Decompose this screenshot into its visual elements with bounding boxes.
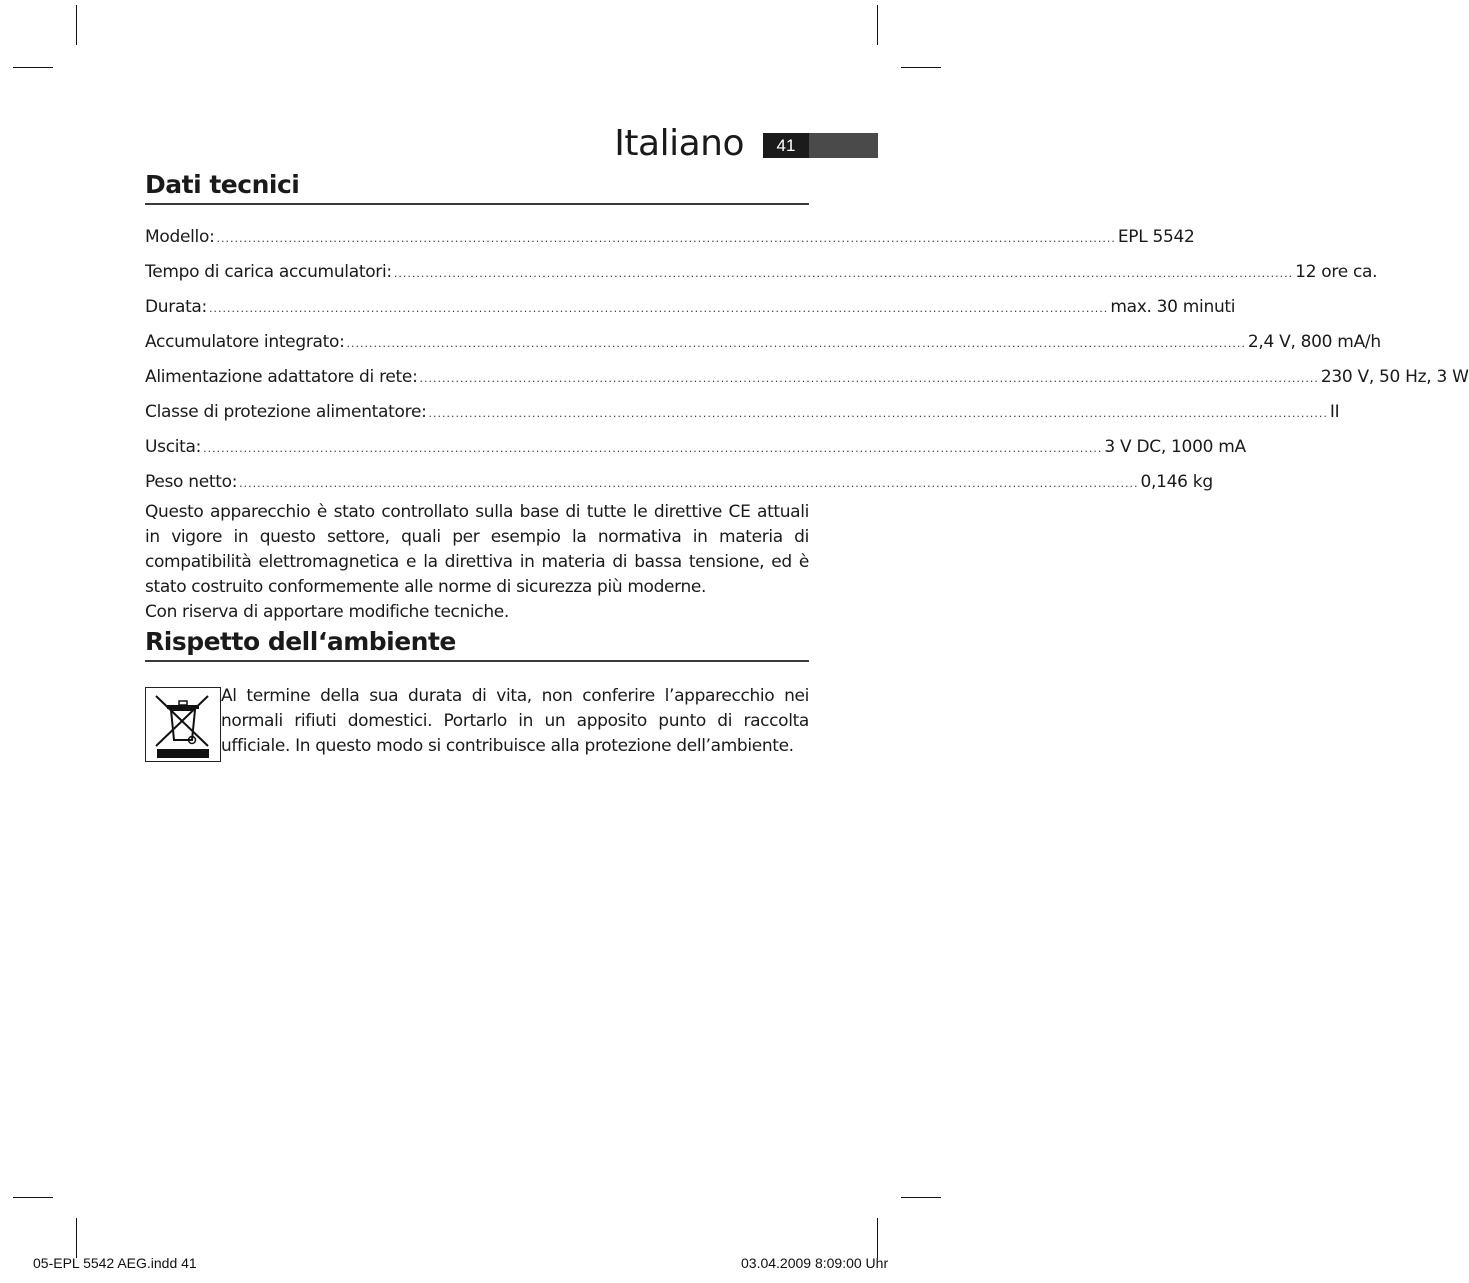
page-content xyxy=(145,168,1469,762)
compliance-paragraph: Questo apparecchio è stato controllato sulla base di tutte le direttive CE attuali in vigore in questo settore, quali per esempio la normativa in materia di compatibilità elettromagnetica e la direttiva in materia di bassa tensione, ed è stato costruito conformemente alle norme di sicurezza più moderne. xyxy=(145,502,809,597)
reserve-paragraph: Con riserva di apportare modifiche tecniche. xyxy=(145,602,509,622)
dot-leader: ........................................................................................................................................................................................................ xyxy=(203,442,1103,455)
spec-value: 0,146 kg xyxy=(1140,472,1213,492)
spec-row xyxy=(145,395,1340,430)
spec-label: Durata: xyxy=(145,297,207,317)
spec-list xyxy=(145,220,1469,500)
technical-data-title: Dati tecnici xyxy=(145,168,809,205)
header-bar xyxy=(809,133,878,158)
crop-mark xyxy=(877,5,878,45)
crop-mark xyxy=(901,1197,941,1198)
spec-value: 2,4 V, 800 mA/h xyxy=(1247,332,1381,352)
spec-row xyxy=(145,360,1469,395)
crop-mark xyxy=(76,5,77,45)
footer-timestamp: 03.04.2009 8:09:00 Uhr xyxy=(741,1255,889,1271)
spec-label: Modello: xyxy=(145,227,215,247)
spec-row xyxy=(145,220,1195,255)
language-title: Italiano xyxy=(614,123,744,164)
crop-mark xyxy=(76,1218,77,1258)
footer-file-label: 05-EPL 5542 AEG.indd 41 xyxy=(33,1255,197,1271)
crop-mark xyxy=(901,67,941,68)
spec-value: EPL 5542 xyxy=(1117,227,1195,247)
crop-mark xyxy=(13,67,53,68)
spec-value: II xyxy=(1329,402,1340,422)
spec-label: Tempo di carica accumulatori: xyxy=(145,262,392,282)
spec-label: Uscita: xyxy=(145,437,202,457)
weee-crossed-bin-icon xyxy=(145,687,221,762)
dot-leader: ........................................................................................................................................................................................................ xyxy=(393,267,1294,280)
spec-value: 12 ore ca. xyxy=(1295,262,1378,282)
spec-row xyxy=(145,465,1213,500)
crop-mark xyxy=(13,1197,53,1198)
dot-leader: ........................................................................................................................................................................................................ xyxy=(216,232,1116,245)
spec-label: Accumulatore integrato: xyxy=(145,332,345,352)
environment-title: Rispetto dell‘ambiente xyxy=(145,625,809,662)
page-number-badge: 41 xyxy=(763,133,809,158)
dot-leader: ........................................................................................................................................................................................................ xyxy=(346,337,1246,350)
spec-label: Classe di protezione alimentatore: xyxy=(145,402,427,422)
spec-value: 230 V, 50 Hz, 3 W xyxy=(1320,367,1469,387)
spec-value: max. 30 minuti xyxy=(1110,297,1236,317)
spec-row xyxy=(145,290,1236,325)
dot-leader: ........................................................................................................................................................................................................ xyxy=(239,477,1139,490)
spec-row xyxy=(145,255,1378,290)
environment-paragraph: Al termine della sua durata di vita, non conferire l’apparecchio nei normali rifiuti domestici. Portarlo in un apposito punto di raccolta ufficiale. In questo modo si contribuisce alla protezione dell’ambiente. xyxy=(221,686,809,756)
spec-label: Alimentazione adattatore di rete: xyxy=(145,367,418,387)
spec-row xyxy=(145,430,1246,465)
dot-leader: ........................................................................................................................................................................................................ xyxy=(208,302,1109,315)
spec-row xyxy=(145,325,1381,360)
spec-label: Peso netto: xyxy=(145,472,238,492)
dot-leader: ........................................................................................................................................................................................................ xyxy=(428,407,1328,420)
environment-block xyxy=(145,684,809,762)
crop-mark xyxy=(877,1218,878,1258)
spec-value: 3 V DC, 1000 mA xyxy=(1104,437,1246,457)
dot-leader: ........................................................................................................................................................................................................ xyxy=(419,372,1319,385)
